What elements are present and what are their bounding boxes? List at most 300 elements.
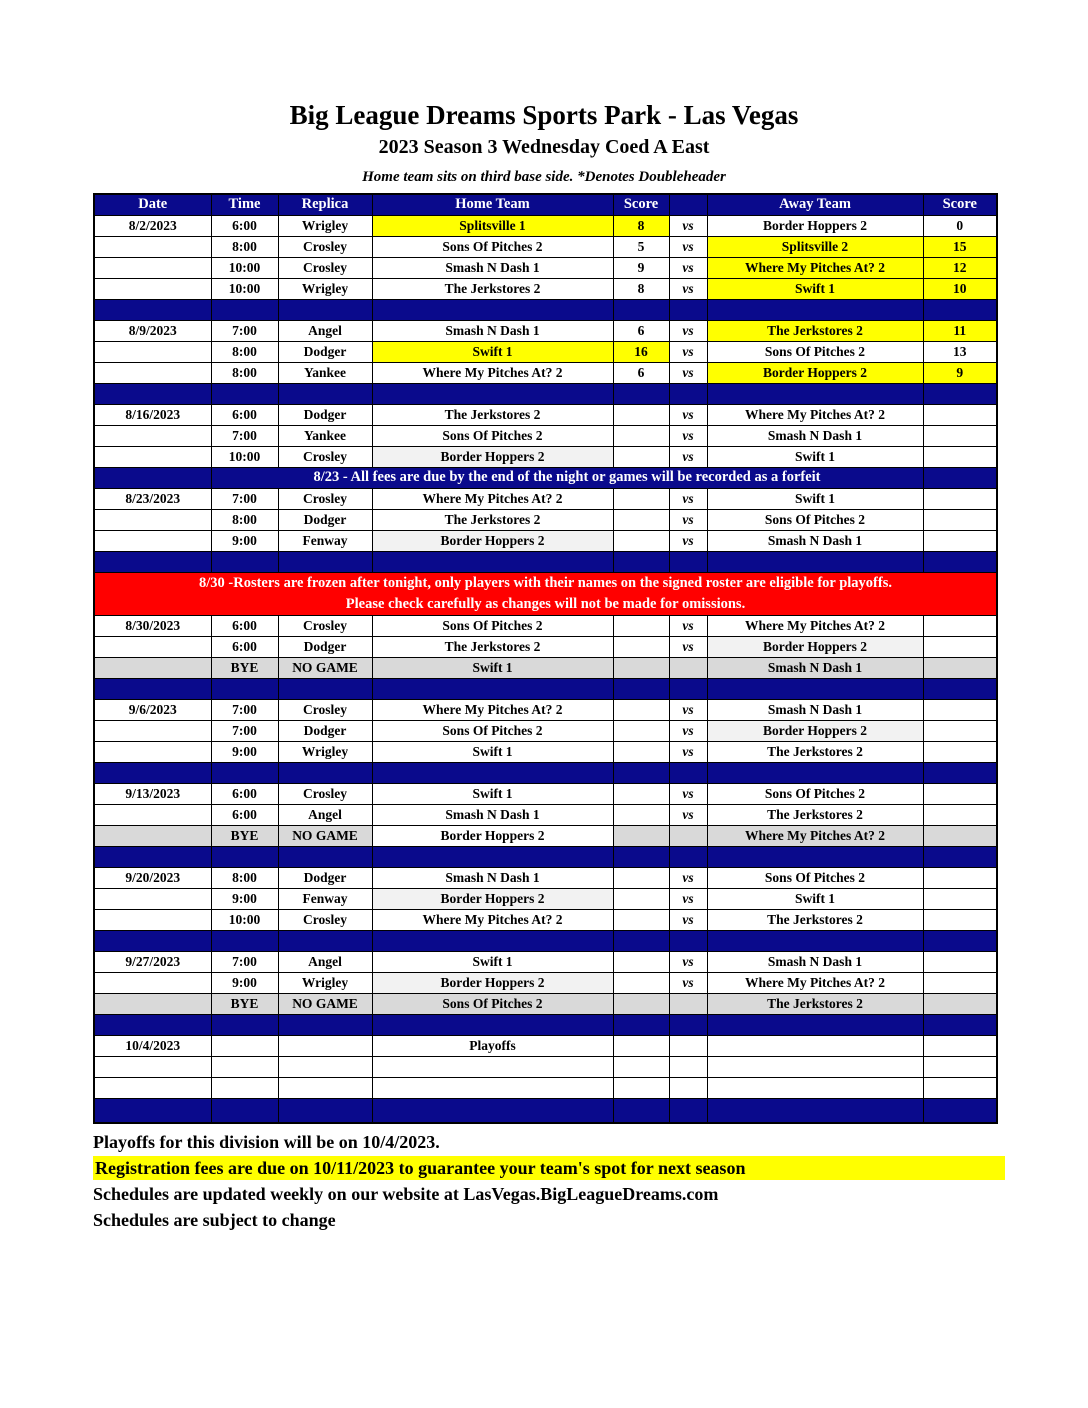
- empty-cell: [707, 1056, 923, 1077]
- replica-cell: Dodger: [278, 636, 372, 657]
- away-score-cell: [923, 488, 997, 509]
- home-team-cell: The Jerkstores 2: [372, 278, 613, 299]
- away-score-cell: 15: [923, 236, 997, 257]
- score-cell: [923, 467, 997, 488]
- separator-cell: [94, 383, 211, 404]
- away-score-cell: [923, 951, 997, 972]
- separator-cell: [669, 551, 707, 572]
- separator-cell: [707, 846, 923, 867]
- home-team-cell: Where My Pitches At? 2: [372, 699, 613, 720]
- separator-cell: [669, 762, 707, 783]
- home-team-cell: Border Hoppers 2: [372, 530, 613, 551]
- home-score-cell: [613, 446, 669, 467]
- separator-row: [94, 383, 997, 404]
- time-cell: 9:00: [211, 741, 278, 762]
- separator-row: [94, 846, 997, 867]
- replica-cell: Angel: [278, 804, 372, 825]
- replica-cell: Crosley: [278, 236, 372, 257]
- vs-label: vs: [669, 215, 707, 236]
- separator-cell: [923, 299, 997, 320]
- home-score-cell: [613, 509, 669, 530]
- separator-row: [94, 678, 997, 699]
- footer-website-note: Schedules are updated weekly on our website at LasVegas.BigLeagueDreams.com: [93, 1184, 719, 1204]
- home-team-cell: The Jerkstores 2: [372, 509, 613, 530]
- separator-cell: [707, 930, 923, 951]
- date-cell: [94, 530, 211, 551]
- away-score-cell: [923, 825, 997, 846]
- home-score-cell: [613, 488, 669, 509]
- away-score-cell: 12: [923, 257, 997, 278]
- separator-row: [94, 1014, 997, 1035]
- home-team-cell: Where My Pitches At? 2: [372, 362, 613, 383]
- vs-label: vs: [669, 951, 707, 972]
- date-cell: [94, 257, 211, 278]
- away-team-cell: Where My Pitches At? 2: [707, 825, 923, 846]
- home-team-cell: Smash N Dash 1: [372, 257, 613, 278]
- separator-cell: [211, 846, 278, 867]
- separator-cell: [372, 846, 613, 867]
- vs-label: vs: [669, 615, 707, 636]
- document-header: [0, 0, 1088, 186]
- away-team-cell: The Jerkstores 2: [707, 993, 923, 1014]
- away-score-cell: [923, 425, 997, 446]
- column-header-vs: [669, 194, 707, 215]
- away-team-cell: Border Hoppers 2: [707, 362, 923, 383]
- vs-label: vs: [669, 804, 707, 825]
- away-score-cell: 0: [923, 215, 997, 236]
- separator-cell: [669, 1098, 707, 1123]
- separator-cell: [923, 1098, 997, 1123]
- away-team-cell: Where My Pitches At? 2: [707, 404, 923, 425]
- empty-cell: [372, 1056, 613, 1077]
- home-score-cell: 8: [613, 278, 669, 299]
- game-row: [94, 488, 997, 509]
- separator-cell: [669, 678, 707, 699]
- home-team-cell: Swift 1: [372, 951, 613, 972]
- vs-label: vs: [669, 362, 707, 383]
- separator-cell: [278, 299, 372, 320]
- empty-cell: [211, 1077, 278, 1098]
- separator-cell: [923, 1014, 997, 1035]
- date-cell: [94, 909, 211, 930]
- home-team-cell: The Jerkstores 2: [372, 636, 613, 657]
- empty-cell: [278, 1056, 372, 1077]
- separator-cell: [613, 678, 669, 699]
- time-cell: [211, 1035, 278, 1056]
- time-cell: 9:00: [211, 530, 278, 551]
- empty-cell: [669, 1056, 707, 1077]
- away-team-cell: Border Hoppers 2: [707, 636, 923, 657]
- home-team-cell: Border Hoppers 2: [372, 972, 613, 993]
- home-score-cell: 8: [613, 215, 669, 236]
- vs-label: vs: [669, 909, 707, 930]
- home-team-cell: Border Hoppers 2: [372, 825, 613, 846]
- replica-cell: Yankee: [278, 362, 372, 383]
- empty-cell: [613, 1077, 669, 1098]
- date-cell: 8/16/2023: [94, 404, 211, 425]
- vs-label: vs: [669, 636, 707, 657]
- vs-cell: [669, 657, 707, 678]
- away-score-cell: [923, 615, 997, 636]
- date-cell: [94, 636, 211, 657]
- separator-cell: [211, 383, 278, 404]
- away-score-cell: [923, 404, 997, 425]
- date-cell: [94, 972, 211, 993]
- vs-label: vs: [669, 972, 707, 993]
- away-team-cell: Sons Of Pitches 2: [707, 783, 923, 804]
- home-score-cell: [613, 636, 669, 657]
- home-score-cell: [613, 1035, 669, 1056]
- separator-cell: [372, 1014, 613, 1035]
- separator-cell: [613, 299, 669, 320]
- vs-label: vs: [669, 488, 707, 509]
- roster-freeze-alert: [94, 572, 997, 615]
- replica-cell: Crosley: [278, 446, 372, 467]
- playoffs-row: [94, 1035, 997, 1056]
- separator-cell: [372, 678, 613, 699]
- game-row: [94, 972, 997, 993]
- game-row: [94, 720, 997, 741]
- time-cell: 6:00: [211, 636, 278, 657]
- replica-cell: Crosley: [278, 783, 372, 804]
- home-team-cell: Smash N Dash 1: [372, 320, 613, 341]
- alert-line: 8/30 -Rosters are frozen after tonight, only players with their names on the signed roster are eligible for playoffs.: [199, 574, 892, 591]
- separator-row: [94, 930, 997, 951]
- game-row: [94, 425, 997, 446]
- home-score-cell: [613, 530, 669, 551]
- date-cell: [94, 236, 211, 257]
- replica-cell: Crosley: [278, 615, 372, 636]
- replica-cell: Fenway: [278, 530, 372, 551]
- game-row: [94, 530, 997, 551]
- home-team-note: Home team sits on third base side. *Denotes Doubleheader: [362, 169, 726, 185]
- home-team-cell: Sons Of Pitches 2: [372, 236, 613, 257]
- separator-cell: [211, 299, 278, 320]
- away-score-cell: [923, 699, 997, 720]
- separator-cell: [211, 930, 278, 951]
- separator-cell: [372, 930, 613, 951]
- time-cell: 6:00: [211, 804, 278, 825]
- replica-cell: Wrigley: [278, 972, 372, 993]
- replica-cell: Dodger: [278, 867, 372, 888]
- date-cell: [94, 741, 211, 762]
- empty-cell: [211, 1056, 278, 1077]
- date-cell: [94, 825, 211, 846]
- replica-cell: Crosley: [278, 699, 372, 720]
- home-score-cell: [613, 972, 669, 993]
- date-cell: [94, 509, 211, 530]
- home-score-cell: 5: [613, 236, 669, 257]
- footer-registration-note: Registration fees are due on 10/11/2023 to guarantee your team's spot for next season: [93, 1156, 1005, 1180]
- bye-row: [94, 993, 997, 1014]
- date-cell: [94, 467, 211, 488]
- away-team-cell: Swift 1: [707, 488, 923, 509]
- column-header-score: Score: [613, 194, 669, 215]
- vs-cell: [669, 825, 707, 846]
- away-score-cell: [923, 993, 997, 1014]
- separator-cell: [278, 846, 372, 867]
- away-score-cell: 10: [923, 278, 997, 299]
- away-team-cell: Swift 1: [707, 278, 923, 299]
- date-cell: [94, 341, 211, 362]
- time-cell: 8:00: [211, 867, 278, 888]
- away-score-cell: [923, 636, 997, 657]
- replica-cell: Crosley: [278, 488, 372, 509]
- separator-cell: [94, 1098, 211, 1123]
- time-cell: 10:00: [211, 446, 278, 467]
- column-header-score: Score: [923, 194, 997, 215]
- separator-cell: [372, 299, 613, 320]
- date-cell: 9/20/2023: [94, 867, 211, 888]
- away-score-cell: [923, 804, 997, 825]
- home-score-cell: [613, 888, 669, 909]
- column-header-away-team: Away Team: [707, 194, 923, 215]
- vs-label: vs: [669, 278, 707, 299]
- time-cell: 7:00: [211, 720, 278, 741]
- vs-label: vs: [669, 699, 707, 720]
- home-score-cell: [613, 909, 669, 930]
- replica-cell: [278, 1035, 372, 1056]
- time-cell: 8:00: [211, 236, 278, 257]
- away-score-cell: [923, 720, 997, 741]
- vs-label: vs: [669, 257, 707, 278]
- vs-label: vs: [669, 425, 707, 446]
- away-team-cell: Where My Pitches At? 2: [707, 615, 923, 636]
- separator-cell: [923, 383, 997, 404]
- replica-cell: Dodger: [278, 509, 372, 530]
- fees-note-cell: 8/23 - All fees are due by the end of the night or games will be recorded as a forfeit: [211, 467, 923, 488]
- away-team-cell: Swift 1: [707, 888, 923, 909]
- home-score-cell: [613, 404, 669, 425]
- home-team-cell: Sons Of Pitches 2: [372, 425, 613, 446]
- separator-row: [94, 762, 997, 783]
- home-score-cell: [613, 720, 669, 741]
- away-team-cell: Sons Of Pitches 2: [707, 867, 923, 888]
- vs-label: vs: [669, 320, 707, 341]
- replica-cell: Fenway: [278, 888, 372, 909]
- away-team-cell: Swift 1: [707, 446, 923, 467]
- date-cell: [94, 425, 211, 446]
- game-row: [94, 236, 997, 257]
- home-score-cell: [613, 951, 669, 972]
- time-cell: 7:00: [211, 488, 278, 509]
- separator-cell: [923, 551, 997, 572]
- away-team-cell: Where My Pitches At? 2: [707, 972, 923, 993]
- separator-cell: [211, 1098, 278, 1123]
- game-row: [94, 404, 997, 425]
- home-score-cell: 9: [613, 257, 669, 278]
- separator-cell: [613, 930, 669, 951]
- column-header-time: Time: [211, 194, 278, 215]
- vs-label: vs: [669, 404, 707, 425]
- separator-cell: [211, 551, 278, 572]
- replica-cell: Crosley: [278, 909, 372, 930]
- separator-cell: [669, 1014, 707, 1035]
- replica-cell: Wrigley: [278, 278, 372, 299]
- time-cell: 6:00: [211, 215, 278, 236]
- column-header-date: Date: [94, 194, 211, 215]
- separator-cell: [211, 1014, 278, 1035]
- footer-playoffs-note: Playoffs for this division will be on 10/4/2023.: [93, 1132, 440, 1152]
- separator-cell: [211, 678, 278, 699]
- away-team-cell: Border Hoppers 2: [707, 720, 923, 741]
- home-score-cell: [613, 699, 669, 720]
- away-score-cell: [923, 741, 997, 762]
- separator-cell: [923, 762, 997, 783]
- date-cell: [94, 720, 211, 741]
- footer-subject-to-change-note: Schedules are subject to change: [93, 1210, 336, 1230]
- column-header-home-team: Home Team: [372, 194, 613, 215]
- home-team-cell: Border Hoppers 2: [372, 888, 613, 909]
- game-row: [94, 362, 997, 383]
- time-cell: 6:00: [211, 615, 278, 636]
- time-cell: 9:00: [211, 972, 278, 993]
- page-title: Big League Dreams Sports Park - Las Vegas: [289, 100, 799, 130]
- vs-label: vs: [669, 720, 707, 741]
- time-cell: 6:00: [211, 404, 278, 425]
- vs-label: vs: [669, 783, 707, 804]
- separator-cell: [707, 551, 923, 572]
- schedule-table: [93, 193, 998, 1124]
- away-team-cell: Smash N Dash 1: [707, 530, 923, 551]
- separator-cell: [94, 762, 211, 783]
- season-subtitle: 2023 Season 3 Wednesday Coed A East: [378, 136, 710, 158]
- separator-row: [94, 551, 997, 572]
- separator-cell: [278, 1098, 372, 1123]
- vs-label: vs: [669, 341, 707, 362]
- home-team-cell: Where My Pitches At? 2: [372, 909, 613, 930]
- away-score-cell: [923, 972, 997, 993]
- vs-label: vs: [669, 236, 707, 257]
- note-row: [94, 467, 997, 488]
- separator-cell: [94, 846, 211, 867]
- home-score-cell: [613, 783, 669, 804]
- bye-cell: BYE: [211, 657, 278, 678]
- away-score-cell: [923, 509, 997, 530]
- home-team-cell: Smash N Dash 1: [372, 867, 613, 888]
- away-score-cell: [923, 446, 997, 467]
- game-row: [94, 341, 997, 362]
- game-row: [94, 699, 997, 720]
- away-score-cell: [923, 530, 997, 551]
- home-score-cell: [613, 425, 669, 446]
- game-row: [94, 888, 997, 909]
- date-cell: [94, 446, 211, 467]
- home-score-cell: 16: [613, 341, 669, 362]
- replica-cell: Wrigley: [278, 741, 372, 762]
- replica-cell: Dodger: [278, 341, 372, 362]
- bye-cell: BYE: [211, 993, 278, 1014]
- game-row: [94, 951, 997, 972]
- vs-label: vs: [669, 867, 707, 888]
- vs-label: vs: [669, 741, 707, 762]
- date-cell: 8/9/2023: [94, 320, 211, 341]
- home-score-cell: [613, 657, 669, 678]
- away-team-cell: Sons Of Pitches 2: [707, 341, 923, 362]
- playoffs-cell: Playoffs: [372, 1035, 613, 1056]
- away-score-cell: [923, 909, 997, 930]
- separator-cell: [923, 930, 997, 951]
- table-header-row: [94, 194, 997, 215]
- away-team-cell: The Jerkstores 2: [707, 804, 923, 825]
- date-cell: 9/27/2023: [94, 951, 211, 972]
- date-cell: [94, 993, 211, 1014]
- time-cell: 8:00: [211, 362, 278, 383]
- away-score-cell: 13: [923, 341, 997, 362]
- separator-cell: [372, 383, 613, 404]
- replica-cell: Wrigley: [278, 215, 372, 236]
- replica-cell: Angel: [278, 320, 372, 341]
- home-team-cell: Swift 1: [372, 657, 613, 678]
- separator-cell: [613, 846, 669, 867]
- separator-cell: [613, 1098, 669, 1123]
- game-row: [94, 741, 997, 762]
- away-team-cell: The Jerkstores 2: [707, 741, 923, 762]
- empty-cell: [707, 1077, 923, 1098]
- replica-cell: Angel: [278, 951, 372, 972]
- separator-cell: [707, 678, 923, 699]
- separator-cell: [669, 846, 707, 867]
- separator-cell: [94, 299, 211, 320]
- bye-cell: BYE: [211, 825, 278, 846]
- date-cell: [94, 657, 211, 678]
- away-team-cell: Border Hoppers 2: [707, 215, 923, 236]
- vs-label: vs: [669, 530, 707, 551]
- separator-cell: [707, 762, 923, 783]
- game-row: [94, 636, 997, 657]
- away-score-cell: [923, 783, 997, 804]
- game-row: [94, 446, 997, 467]
- separator-cell: [707, 383, 923, 404]
- away-score-cell: 11: [923, 320, 997, 341]
- time-cell: 10:00: [211, 278, 278, 299]
- separator-cell: [923, 846, 997, 867]
- time-cell: 8:00: [211, 341, 278, 362]
- empty-row: [94, 1056, 997, 1077]
- separator-cell: [278, 930, 372, 951]
- time-cell: 7:00: [211, 320, 278, 341]
- empty-cell: [923, 1077, 997, 1098]
- home-score-cell: [613, 615, 669, 636]
- home-team-cell: Border Hoppers 2: [372, 446, 613, 467]
- game-row: [94, 509, 997, 530]
- game-row: [94, 804, 997, 825]
- empty-cell: [613, 1056, 669, 1077]
- away-team-cell: Smash N Dash 1: [707, 699, 923, 720]
- empty-row: [94, 1077, 997, 1098]
- time-cell: 7:00: [211, 699, 278, 720]
- away-team-cell: Sons Of Pitches 2: [707, 509, 923, 530]
- game-row: [94, 615, 997, 636]
- separator-cell: [278, 762, 372, 783]
- separator-cell: [94, 1014, 211, 1035]
- separator-cell: [372, 551, 613, 572]
- away-team-cell: The Jerkstores 2: [707, 320, 923, 341]
- home-team-cell: Swift 1: [372, 741, 613, 762]
- separator-cell: [669, 383, 707, 404]
- time-cell: 7:00: [211, 951, 278, 972]
- game-row: [94, 215, 997, 236]
- separator-cell: [94, 678, 211, 699]
- separator-cell: [278, 383, 372, 404]
- empty-cell: [669, 1077, 707, 1098]
- home-score-cell: [613, 825, 669, 846]
- no-game-cell: NO GAME: [278, 993, 372, 1014]
- separator-cell: [669, 299, 707, 320]
- away-team-cell: Smash N Dash 1: [707, 425, 923, 446]
- separator-cell: [707, 1014, 923, 1035]
- home-score-cell: [613, 867, 669, 888]
